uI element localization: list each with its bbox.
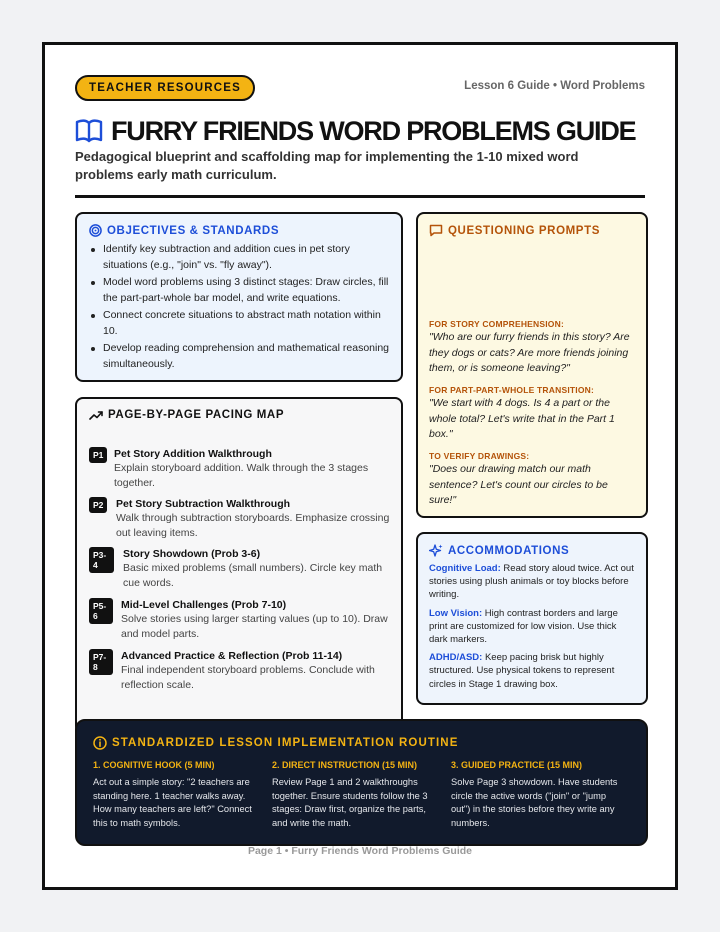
accommodations-heading — [429, 544, 635, 558]
objectives-title: OBJECTIVES & STANDARDS — [107, 224, 280, 237]
accommodation-item — [429, 651, 635, 691]
pacing-item-name: Story Showdown (Prob 3-6) — [123, 548, 261, 560]
page-number-badge: P1 — [89, 447, 107, 463]
prompt-block — [429, 319, 637, 377]
prompt-text: "We start with 4 dogs. Is 4 a part or the whole total? Let's write that in the Part 1 box." — [429, 397, 615, 440]
teacher-resources-badge: TEACHER RESOURCES — [75, 75, 255, 101]
book-open-icon — [75, 118, 103, 144]
page-title: FURRY FRIENDS WORD PROBLEMS GUIDE — [111, 115, 636, 146]
pacing-item-desc: Solve stories using larger starting values (up to 10). Draw and model parts. — [121, 613, 388, 640]
lesson-routine-card — [75, 719, 648, 846]
step-text: Act out a simple story: "2 teachers are standing here. 1 teacher walks away. How many teachers are left?" Connect this to math symbols. — [93, 777, 252, 828]
objectives-list — [89, 242, 389, 372]
accommodation-text: High contrast borders and large print are customized for low vision. Use thick dark markers. — [429, 607, 618, 646]
prompt-label: TO VERIFY DRAWINGS: — [429, 451, 530, 461]
pacing-map-card — [75, 397, 403, 734]
page-number-badge: P5-6 — [89, 598, 113, 624]
top-bar — [75, 75, 645, 101]
step-title: 1. COGNITIVE HOOK (5 MIN) — [93, 760, 215, 770]
accommodation-item — [429, 607, 635, 647]
accommodation-text: Keep pacing brisk but highly structured. Use physical tokens to represent circles in Stage 1 drawing box. — [429, 652, 615, 690]
pacing-item-desc: Final independent storyboard problems. Conclude with reflection scale. — [121, 664, 375, 691]
prompt-text: "Does our drawing match our math sentence? Let's count our circles to be sure!" — [429, 463, 608, 506]
routine-heading — [93, 736, 630, 750]
list-item: Model word problems using 3 distinct stages: Draw circles, fill the part-part-whole bar model, and write equations. — [89, 275, 389, 306]
pacing-item-name: Pet Story Subtraction Walkthrough — [116, 498, 291, 510]
objectives-card — [75, 212, 403, 382]
routine-step — [272, 760, 451, 830]
speech-bubble-icon — [429, 224, 443, 237]
list-item: Identify key subtraction and addition cues in pet story situations (e.g., "join" vs. "fly away"). — [89, 242, 389, 273]
pacing-item-desc: Basic mixed problems (small numbers). Circle key math cue words. — [123, 562, 383, 589]
pacing-item-name: Pet Story Addition Walkthrough — [114, 448, 272, 460]
prompt-label: FOR PART-PART-WHOLE TRANSITION: — [429, 385, 595, 395]
pacing-item-desc: Walk through subtraction storyboards. Emphasize crossing out leaving items. — [116, 512, 390, 539]
header-divider — [75, 195, 645, 198]
lesson-meta: Lesson 6 Guide • Word Problems — [464, 80, 645, 92]
pacing-item-name: Mid-Level Challenges (Prob 7-10) — [121, 599, 287, 611]
step-text: Review Page 1 and 2 walkthroughs together. Ensure students follow the 3 stages: Draw first, organize the parts, and write the math. — [272, 777, 428, 828]
accommodation-label: Cognitive Load: — [429, 563, 501, 574]
sparkles-icon — [429, 544, 443, 558]
target-icon — [89, 224, 102, 237]
page-subtitle: Pedagogical blueprint and scaffolding map for implementing the 1-10 mixed word problems early math curriculum. — [75, 149, 579, 182]
routine-steps — [93, 760, 630, 830]
title-row — [75, 113, 635, 149]
page-footer: Page 1 • Furry Friends Word Problems Guide — [247, 845, 473, 857]
page-number-badge: P2 — [89, 497, 107, 513]
guide-page — [42, 42, 678, 890]
prompt-block — [429, 451, 637, 509]
prompt-label: FOR STORY COMPREHENSION: — [429, 319, 564, 329]
prompts-heading — [429, 224, 635, 237]
accommodation-label: Low Vision: — [429, 607, 483, 619]
accommodations-card — [416, 532, 648, 705]
questioning-prompts-card — [416, 212, 648, 518]
pacing-item-name: Advanced Practice & Reflection (Prob 11-14) — [121, 650, 343, 662]
prompt-block — [429, 385, 637, 443]
info-icon — [93, 736, 107, 750]
pacing-item-desc: Explain storyboard addition. Walk through the 3 stages together. — [114, 462, 369, 489]
accommodation-label: ADHD/ASD: — [429, 652, 483, 664]
step-text: Solve Page 3 showdown. Have students circle the active words ("join" or "jump out") in the stories before they write any numbers. — [451, 777, 618, 828]
list-item: Develop reading comprehension and mathematical reasoning simultaneously. — [89, 341, 389, 372]
step-title: 2. DIRECT INSTRUCTION (15 MIN) — [272, 760, 418, 770]
accommodation-item — [429, 562, 635, 602]
objectives-heading — [89, 224, 389, 237]
routine-step — [451, 760, 630, 830]
routine-step — [93, 760, 272, 830]
accommodations-title: ACCOMMODATIONS — [448, 545, 570, 557]
page-number-badge: P7-8 — [89, 649, 113, 675]
prompts-title: QUESTIONING PROMPTS — [448, 224, 600, 237]
page-number-badge: P3-4 — [89, 547, 114, 573]
step-title: 3. GUIDED PRACTICE (15 MIN) — [451, 760, 583, 770]
list-item: Connect concrete situations to abstract math notation within 10. — [89, 308, 389, 339]
trending-up-icon — [89, 410, 103, 421]
pacing-title: PAGE-BY-PAGE PACING MAP — [108, 409, 285, 421]
routine-title: STANDARDIZED LESSON IMPLEMENTATION ROUTINE — [112, 737, 459, 749]
prompt-text: "Who are our furry friends in this story? Are they dogs or cats? Are more friends joining them, or is someone leaving?" — [429, 331, 630, 374]
accommodation-text: Read story aloud twice. Act out stories using plush animals or toy blocks before writing. — [429, 563, 634, 601]
pacing-heading — [89, 409, 389, 421]
